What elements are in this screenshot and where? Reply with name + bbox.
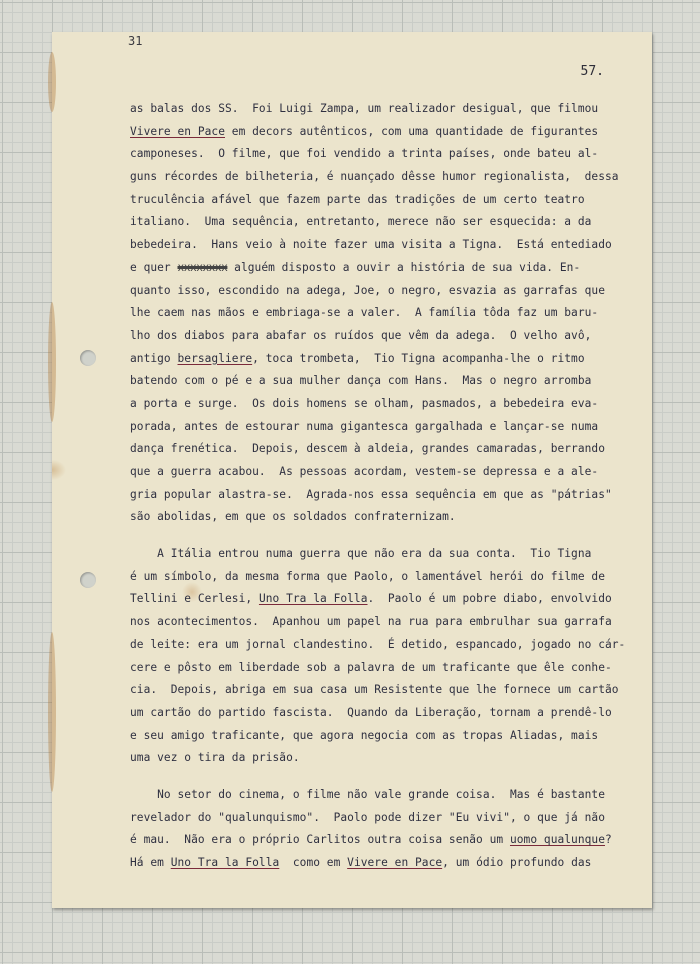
page-body-text: [130, 98, 630, 875]
text-line: [130, 143, 630, 166]
text-segment: a porta e surge. Os dois homens se olham, pasmados, a bebedeira eva-: [130, 396, 599, 410]
text-segment: gria popular alastra-se. Agrada-nos essa sequência em que as "pátrias": [130, 487, 612, 501]
text-segment: truculência afável que fazem parte das tradições de um certo teatro: [130, 192, 585, 206]
text-segment: antigo: [130, 351, 178, 365]
paragraph-gap: [130, 770, 630, 784]
text-line: [130, 416, 630, 439]
text-line: [130, 784, 630, 807]
punch-hole-bottom: [80, 572, 96, 588]
text-segment: quanto isso, escondido na adega, Joe, o negro, esvazia as garrafas que: [130, 283, 605, 297]
text-segment: uma vez o tira da prisão.: [130, 751, 300, 765]
text-segment: A Itália entrou numa guerra que não era da sua conta. Tio Tigna: [130, 547, 592, 561]
text-line: [130, 506, 630, 529]
text-segment: são abolidas, em que os soldados confraternizam.: [130, 510, 456, 524]
underlined-title: Vivere en Pace: [130, 124, 225, 138]
text-segment: italiano. Uma sequência, entretanto, merece não ser esquecida: a da: [130, 215, 592, 229]
text-line: [130, 611, 630, 634]
text-segment: , toca trombeta, Tio Tigna acompanha-lhe o ritmo: [252, 351, 585, 365]
text-line: [130, 461, 630, 484]
text-line: [130, 657, 630, 680]
text-segment: alguém disposto a ouvir a história de sua vida. En-: [227, 260, 581, 274]
underlined-title: Vivere en Pace: [347, 856, 443, 869]
text-segment: e seu amigo traficante, que agora negocia com as tropas Aliadas, mais: [130, 728, 599, 742]
text-line: [130, 393, 630, 416]
struck-out-text: xxxxxxxx: [177, 260, 228, 274]
text-line: [130, 257, 630, 280]
text-segment: porada, antes de estourar numa gigantesca gargalhada e lançar-se numa: [130, 419, 599, 433]
text-line: [130, 370, 630, 393]
text-segment: e quer: [130, 260, 178, 274]
text-line: [130, 588, 630, 611]
text-line: [130, 543, 630, 566]
text-segment: Tellini e Cerlesi,: [130, 592, 259, 606]
text-segment: nos acontecimentos. Apanhou um papel na rua para embrulhar sua garrafa: [130, 615, 612, 629]
text-line: [130, 98, 630, 121]
text-line: [130, 807, 630, 830]
text-segment: guns récordes de bilheteria, é nuançado dêsse humor regionalista, dessa: [130, 170, 619, 184]
paragraph-gap: [130, 529, 630, 543]
underlined-title: uomo qualunque: [509, 833, 605, 847]
text-line: [130, 566, 630, 589]
text-segment: que a guerra acabou. As pessoas acordam, vestem-se depressa e a ale-: [130, 465, 599, 478]
text-line: [130, 634, 630, 657]
text-segment: as balas dos SS. Foi Luigi Zampa, um realizador desigual, que filmou: [130, 102, 599, 115]
text-line: [130, 280, 630, 303]
text-segment: cere e pôsto em liberdade sob a palavra de um traficante que êle conhe-: [130, 660, 612, 674]
text-line: [130, 348, 630, 371]
text-line: [130, 679, 630, 702]
text-line: [130, 829, 630, 852]
text-line: [130, 438, 630, 461]
underlined-title: Uno Tra la Folla: [258, 592, 368, 606]
text-segment: revelador do "qualunquismo". Paolo pode dizer "Eu vivi", o que já não: [130, 810, 605, 824]
text-line: [130, 211, 630, 234]
text-line: [130, 725, 630, 748]
text-segment: cia. Depois, abriga em sua casa um Resistente que lhe fornece um cartão: [130, 683, 619, 697]
text-line: [130, 121, 630, 144]
text-line: [130, 189, 630, 212]
text-segment: como em: [279, 856, 348, 869]
text-segment: , um ódio profundo das: [442, 856, 592, 869]
punch-hole-top: [80, 350, 96, 366]
corner-number: 31: [128, 34, 143, 48]
text-segment: No setor do cinema, o filme não vale grande coisa. Mas é bastante: [130, 787, 605, 801]
text-segment: ?: [604, 833, 612, 847]
text-segment: . Paolo é um pobre diabo, envolvido: [367, 592, 612, 606]
text-segment: em decors autênticos, com uma quantidade de figurantes: [225, 124, 599, 138]
typewritten-page: [52, 32, 652, 908]
underlined-title: bersagliere: [177, 351, 253, 365]
text-line: [130, 302, 630, 325]
text-line: [130, 747, 630, 770]
page-number: 57.: [580, 64, 604, 79]
text-line: [130, 166, 630, 189]
text-segment: camponeses. O filme, que foi vendido a trinta países, onde bateu al-: [130, 147, 599, 161]
text-line: [130, 852, 630, 875]
text-line: [130, 325, 630, 348]
text-line: [130, 702, 630, 725]
text-segment: de leite: era um jornal clandestino. É detido, espancado, jogado no cár-: [130, 637, 626, 651]
text-segment: lhe caem nas mãos e embriaga-se a valer. A família tôda faz um baru-: [130, 306, 599, 320]
text-segment: é mau. Não era o próprio Carlitos outra coisa senão um: [130, 833, 510, 847]
text-segment: um cartão do partido fascista. Quando da Liberação, tornam a prendê-lo: [130, 705, 612, 719]
text-segment: dança frenética. Depois, descem à aldeia, grandes camaradas, berrando: [130, 442, 605, 456]
text-segment: lho dos diabos para abafar os ruídos que vêm da adega. O velho avô,: [130, 328, 592, 342]
text-segment: bebedeira. Hans veio à noite fazer uma visita a Tigna. Está entediado: [130, 238, 612, 252]
text-line: [130, 484, 630, 507]
text-segment: Há em: [130, 856, 171, 869]
text-line: [130, 234, 630, 257]
text-segment: é um símbolo, da mesma forma que Paolo, o lamentável herói do filme de: [130, 569, 605, 583]
text-segment: batendo com o pé e a sua mulher dança com Hans. Mas o negro arromba: [130, 374, 592, 388]
underlined-title: Uno Tra la Folla: [170, 856, 280, 869]
